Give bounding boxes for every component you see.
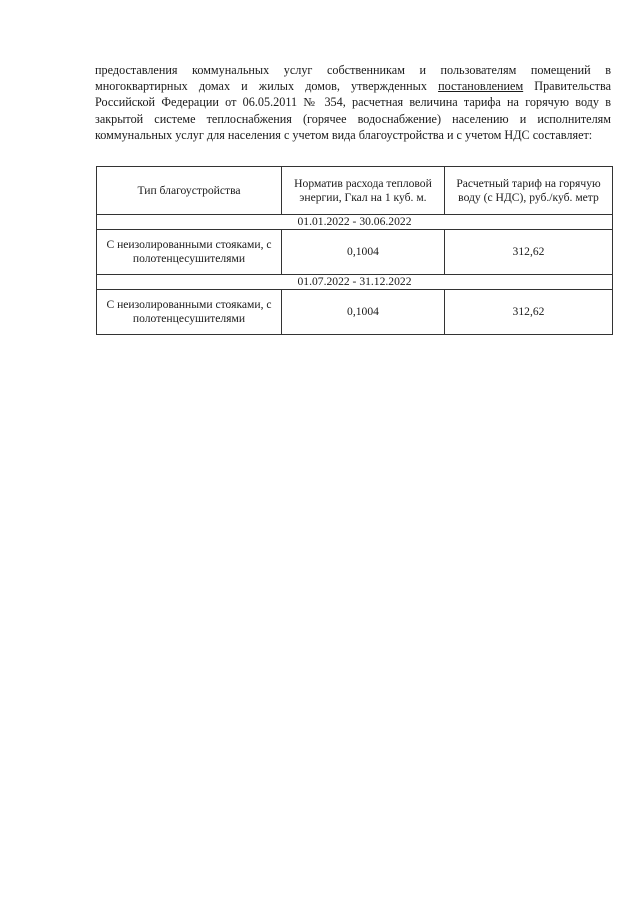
body-paragraph <box>95 62 611 143</box>
tariff-table <box>96 166 613 335</box>
period-row <box>97 275 613 290</box>
period-label: 01.01.2022 - 30.06.2022 <box>97 215 613 230</box>
period-label: 01.07.2022 - 31.12.2022 <box>97 275 613 290</box>
cell-tariff: 312,62 <box>445 230 613 275</box>
table-row <box>97 290 613 335</box>
header-norm-label: Норматив расхода тепловой энергии, Гкал на 1 куб. м. <box>294 176 432 204</box>
paragraph-text-start: предоставления коммунальных услуг собственникам и пользователям помещений в многоквартирных домах и жилых домов, утвержденных <box>95 63 611 94</box>
cell-tariff: 312,62 <box>445 290 613 335</box>
header-tariff <box>445 167 613 215</box>
cell-type: С неизолированными стояками, с полотенцесушителями <box>97 290 282 335</box>
cell-norm: 0,1004 <box>282 230 445 275</box>
period-row <box>97 215 613 230</box>
cell-type: С неизолированными стояками, с полотенцесушителями <box>97 230 282 275</box>
header-type <box>97 167 282 215</box>
header-type-label: Тип благоустройства <box>137 183 241 197</box>
table-row <box>97 230 613 275</box>
header-norm <box>282 167 445 215</box>
table-header-row <box>97 167 613 215</box>
resolution-link[interactable]: постановлением <box>438 79 524 94</box>
header-tariff-label: Расчетный тариф на горячую воду (с НДС), руб./куб. метр <box>456 176 601 204</box>
cell-norm: 0,1004 <box>282 290 445 335</box>
paragraph-text-end: Правительства Российской Федерации от 06.05.2011 № 354, расчетная величина тарифа на горячую воду в закрытой системе теплоснабжения (горячее водоснабжение) населению и исполнителям коммунальных услуг для населения с учетом вида благоустройства и с учетом НДС составляет: <box>95 79 611 142</box>
